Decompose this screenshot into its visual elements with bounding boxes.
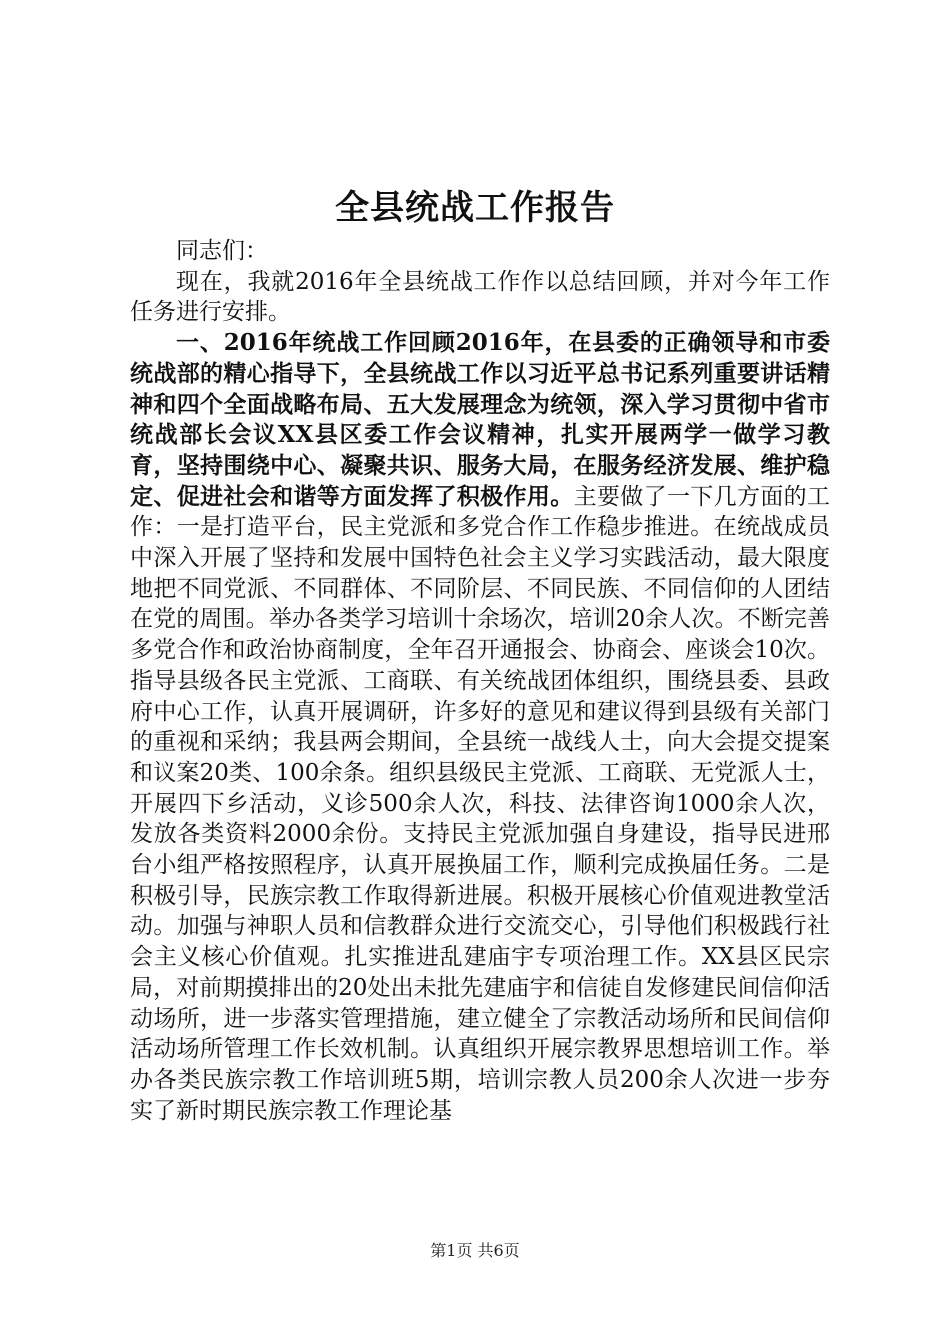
- section-one-paragraph: [130, 328, 830, 1126]
- document-title: 全县统战工作报告: [335, 188, 615, 228]
- salutation-paragraph: 同志们：: [176, 238, 268, 264]
- page-footer: 第1页 共6页: [430, 1241, 520, 1260]
- intro-paragraph: 现在，我就2016年全县统战工作作以总结回顾，并对今年工作任务进行安排。: [130, 268, 830, 326]
- section-one-heading: 一、2016年统战工作回顾2016年，在县委的正确领导和市委统战部的精心指导下，全县统战工作以习近平总书记系列重要讲话精神和四个全面战略布局、五大发展理念为统领，深入学习贯彻中省市统战部长会议XX县区委工作会议精神，扎实开展两学一做学习教育，坚持围绕中心、凝聚共识、服务大局，在服务经济发展、维护稳定、促进社会和谐等方面发挥了积极作用。: [130, 329, 830, 510]
- document-body: [130, 236, 830, 1126]
- section-one-body: 主要做了一下几方面的工作：一是打造平台，民主党派和多党合作工作稳步推进。在统战成员中深入开展了坚持和发展中国特色社会主义学习实践活动，最大限度地把不同党派、不同群体、不同阶层、不同民族、不同信仰的人团结在党的周围。举办各类学习培训十余场次，培训20余人次。不断完善多党合作和政治协商制度，全年召开通报会、协商会、座谈会10次。指导县级各民主党派、工商联、有关统战团体组织，围绕县委、县政府中心工作，认真开展调研，许多好的意见和建议得到县级有关部门的重视和采纳；我县两会期间，全县统一战线人士，向大会提交提案和议案20类、100余条。组织县级民主党派、工商联、无党派人士，开展四下乡活动，义诊500余人次，科技、法律咨询1000余人次，发放各类资料2000余份。支持民主党派加强自身建设，指导民进邢台小组严格按照程序，认真开展换届工作，顺利完成换届任务。二是积极引导，民族宗教工作取得新进展。积极开展核心价值观进教堂活动。加强与神职人员和信教群众进行交流交心，引导他们积极践行社会主义核心价值观。扎实推进乱建庙宇专项治理工作。XX县区民宗局，对前期摸排出的20处出未批先建庙宇和信徒自发修建民间信仰活动场所，进一步落实管理措施，建立健全了宗教活动场所和民间信仰活动场所管理工作长效机制。认真组织开展宗教界思想培训工作。举办各类民族宗教工作培训班5期，培训宗教人员200余人次进一步夯实了新时期民族宗教工作理论基: [130, 483, 831, 1124]
